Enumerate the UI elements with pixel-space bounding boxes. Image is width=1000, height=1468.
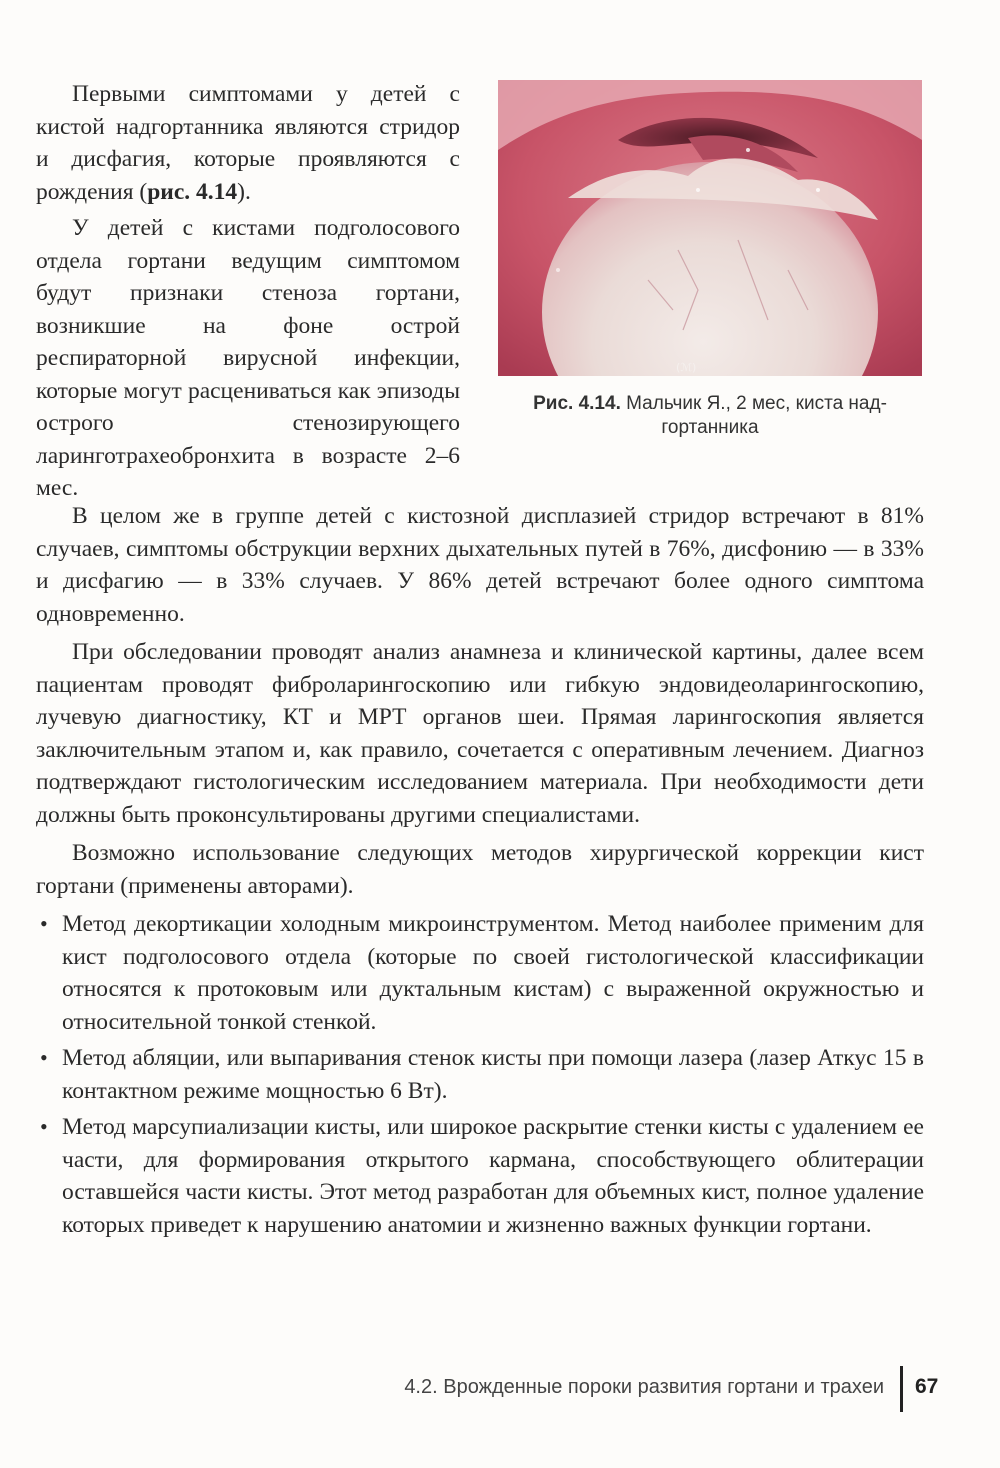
page-number: 67: [915, 1375, 939, 1398]
main-text: [36, 500, 924, 1241]
paragraph-first-symptoms: [36, 78, 460, 208]
list-item: [40, 1042, 924, 1107]
list-item-text: Метод марсупиализации кисты, или широкое раскрытие стенки кисты с удалением ее части, для формирования открытого кармана, способствующего облитерации оставшейся части кисты. Этот метод разработан для объемных кист, полное удаление которых приведет к нарушению анатомии и жизненно важных функции гортани.: [62, 1114, 924, 1238]
intro-column: [36, 78, 460, 509]
figure-label: Рис. 4.14.: [533, 393, 621, 414]
list-item-text: Метод абляции, или выпаривания стенок кисты при помощи лазера (лазер Аткус 15 в контактном режиме мощностью 6 Вт).: [62, 1045, 924, 1104]
list-item-text: Метод декортикации холодным микроинструментом. Метод наиболее применим для кист подголосового отдела (которые по своей гистологической классификации относятся к протоковым или дуктальным кистам) с выраженной окружностью и относительной тонкой стенкой.: [62, 911, 924, 1035]
p1-end: ).: [237, 178, 251, 205]
page-footer: [0, 1366, 1000, 1412]
bullet-icon: •: [40, 1045, 48, 1070]
figure-4-14: [498, 80, 922, 440]
figure-reference: рис. 4.14: [147, 178, 238, 205]
running-footer-chapter: 4.2. Врожденные пороки развития гортани и трахеи: [404, 1376, 884, 1398]
bullet-icon: •: [40, 911, 48, 936]
photo-watermark: (ℳ): [676, 361, 697, 374]
page-content: [36, 70, 924, 1245]
list-item: [40, 1111, 924, 1241]
endoscopy-photo: [498, 80, 922, 376]
figure-caption-text: Мальчик Я., 2 мес, киста надгортанника: [626, 393, 887, 438]
list-item: [40, 908, 924, 1038]
paragraph-examination: При обследовании проводят анализ анамнеза и клинической картины, далее всем пациентам проводят фиброларингоскопию или гибкую эндовидеоларингоскопию, лучевую диагностику, КТ и МРТ органов шеи. Прямая ларингоскопия является заключительным этапом и, как правило, сочетается с оперативным лечением. Диагноз подтверждают гистологическим исследованием материала. При необходимости дети должны быть проконсультированы другими специалистами.: [36, 639, 924, 828]
figure-caption: [498, 392, 922, 440]
bullet-icon: •: [40, 1114, 48, 1139]
methods-list: [36, 908, 924, 1241]
top-section: [36, 70, 924, 500]
paragraph-statistics: В целом же в группе детей с кистозной дисплазией стридор встречают в 81% случаев, симптомы обструкции верхних дыхательных путей в 76%, дисфонию — в 33% и дисфагию — в 33% случаев. У 86% детей встречают более одного симптома одновременно.: [36, 503, 924, 627]
endoscopy-image: [498, 80, 922, 376]
p1-text: Первыми симптомами у детей с кистой надгортанника являются стридор и дисфагия, которые проявляются с рождения (: [36, 81, 460, 205]
paragraph-methods-intro: Возможно использование следующих методов хирургической коррекции кист гортани (применены авторами).: [36, 840, 924, 899]
paragraph-subglottic: У детей с кистами подголосового отдела гортани ведущим симптомом будут признаки стеноза гортани, возникшие на фоне острой респираторной вирусной инфекции, которые могут расцениваться как эпизоды острого стенозирующего ларинготрахеобронхита в возрасте 2–6 мес.: [36, 215, 460, 501]
footer-divider: [900, 1366, 903, 1412]
